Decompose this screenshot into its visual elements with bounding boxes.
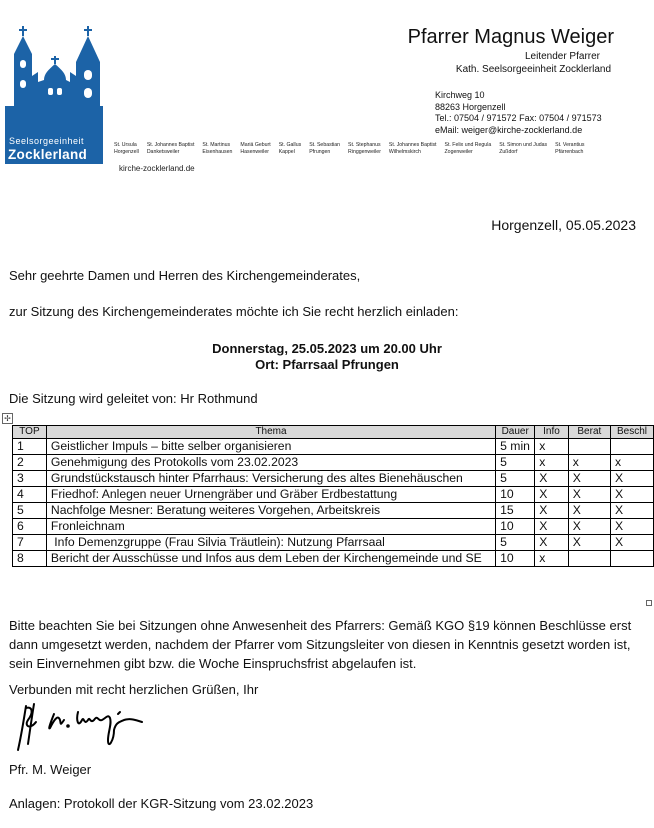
cell-top: 3 xyxy=(13,471,47,487)
cell-thema: Friedhof: Anlegen neuer Urnengräber und Gräber Erdbestattung xyxy=(46,487,495,503)
closing-text: Verbunden mit recht herzlichen Grüßen, Ihr xyxy=(9,682,259,697)
agenda-table xyxy=(12,425,654,567)
table-row xyxy=(13,535,654,551)
website-link[interactable]: kirche-zocklerland.de xyxy=(119,164,195,173)
col-header-berat: Berat xyxy=(568,426,610,439)
col-header-info: Info xyxy=(535,426,568,439)
table-header-row xyxy=(13,426,654,439)
parish-item: St. Sebastian Pfrungen xyxy=(309,142,341,155)
cell-berat: X xyxy=(568,487,610,503)
parish-item: St. Felix und Regula Zogenweiler xyxy=(444,142,492,155)
table-move-handle-icon[interactable]: ✢ xyxy=(2,413,13,424)
cell-thema: Genehmigung des Protokolls vom 23.02.2023 xyxy=(46,455,495,471)
table-row xyxy=(13,439,654,455)
letter-date: Horgenzell, 05.05.2023 xyxy=(491,217,636,233)
cell-berat: X xyxy=(568,535,610,551)
cell-berat: X xyxy=(568,471,610,487)
table-row xyxy=(13,455,654,471)
col-header-dauer: Dauer xyxy=(496,426,535,439)
address-city: 88263 Horgenzell xyxy=(435,102,506,112)
cell-beschl: X xyxy=(610,471,653,487)
pastor-name: Pfarrer Magnus Weiger xyxy=(407,26,614,48)
table-resize-handle[interactable] xyxy=(646,600,652,606)
cell-berat xyxy=(568,551,610,567)
table-row xyxy=(13,471,654,487)
cell-info: x xyxy=(535,439,568,455)
cell-thema: Fronleichnam xyxy=(46,519,495,535)
cell-berat xyxy=(568,439,610,455)
col-header-beschl: Beschl xyxy=(610,426,653,439)
cell-beschl: X xyxy=(610,519,653,535)
cell-beschl: X xyxy=(610,487,653,503)
cell-top: 2 xyxy=(13,455,47,471)
cell-info: x xyxy=(535,455,568,471)
table-row xyxy=(13,519,654,535)
pastor-role: Leitender Pfarrer xyxy=(524,51,600,62)
church-icon xyxy=(8,26,106,108)
cell-thema: Nachfolge Mesner: Beratung weiteres Vorgehen, Arbeitskreis xyxy=(46,503,495,519)
cell-beschl xyxy=(610,439,653,455)
cell-berat: x xyxy=(568,455,610,471)
pastor-unit: Kath. Seelsorgeeinheit Zocklerland xyxy=(455,64,611,75)
cell-beschl xyxy=(610,551,653,567)
parish-item: St. Simon und Judas Zußdorf xyxy=(499,142,548,155)
col-header-top: TOP xyxy=(13,426,47,439)
meeting-datetime: Donnerstag, 25.05.2023 um 20.00 Uhr xyxy=(212,341,442,356)
cell-berat: X xyxy=(568,503,610,519)
table-row xyxy=(13,551,654,567)
cell-dauer: 15 xyxy=(496,503,535,519)
cell-info: X xyxy=(535,487,568,503)
cell-thema: Geistlicher Impuls – bitte selber organisieren xyxy=(46,439,495,455)
cell-dauer: 5 xyxy=(496,535,535,551)
parish-item: Mariä Geburt Hasenweiler xyxy=(240,142,271,155)
kgo-note: Bitte beachten Sie bei Sitzungen ohne Anwesenheit des Pfarrers: Gemäß KGO §19 können Beschlüsse erst dann umgesetzt werden, nachdem der Pfarrer vom Sitzungsleiter von diesen in Kenntnis gesetzt worden ist, sein Einvernehmen gibt bzw. die Woche Einspruchsfrist abgelaufen ist. xyxy=(9,618,632,671)
parish-item: St. Johannes Baptist Wilhelmskirch xyxy=(388,142,437,155)
logo xyxy=(0,0,110,170)
parish-item: St. Johannes Baptist Danketsweiler xyxy=(146,142,195,155)
table-row xyxy=(13,503,654,519)
meeting-location: Ort: Pfarrsaal Pfrungen xyxy=(255,357,399,372)
cell-top: 8 xyxy=(13,551,47,567)
parish-item: St. Verantius Pfärrenbach xyxy=(555,142,585,155)
cell-dauer: 10 xyxy=(496,519,535,535)
cell-dauer: 10 xyxy=(496,487,535,503)
parish-item: St. Martinus Eisenhausen xyxy=(202,142,233,155)
logo-text-line2: Zocklerland xyxy=(8,147,88,162)
cell-thema: Grundstückstausch hinter Pfarrhaus: Versicherung des altes Bienehäuschen xyxy=(46,471,495,487)
address-phone-fax: Tel.: 07504 / 971572 Fax: 07504 / 971573 xyxy=(435,113,602,123)
cell-dauer: 10 xyxy=(496,551,535,567)
cell-top: 4 xyxy=(13,487,47,503)
salutation: Sehr geehrte Damen und Herren des Kirchengemeinderates, xyxy=(9,268,361,283)
cell-beschl: X xyxy=(610,535,653,551)
cell-top: 1 xyxy=(13,439,47,455)
cell-beschl: x xyxy=(610,455,653,471)
signature-name: Pfr. M. Weiger xyxy=(9,762,92,777)
cell-info: X xyxy=(535,535,568,551)
table-row xyxy=(13,487,654,503)
cell-dauer: 5 xyxy=(496,455,535,471)
address-email[interactable]: eMail: weiger@kirche-zocklerland.de xyxy=(435,125,583,135)
col-header-thema: Thema xyxy=(46,426,495,439)
cell-thema: Bericht der Ausschüsse und Infos aus dem Leben der Kirchengemeinde und SE xyxy=(46,551,495,567)
cell-top: 5 xyxy=(13,503,47,519)
cell-info: X xyxy=(535,519,568,535)
address-street: Kirchweg 10 xyxy=(435,90,485,100)
cell-beschl: X xyxy=(610,503,653,519)
parish-list xyxy=(114,142,654,156)
cell-info: X xyxy=(535,471,568,487)
parish-item: St. Gallus Kappel xyxy=(278,142,302,155)
parish-item: St. Stephanus Ringgenweiler xyxy=(348,142,381,155)
attachment-note: Anlagen: Protokoll der KGR-Sitzung vom 23.02.2023 xyxy=(9,796,314,811)
cell-thema: Info Demenzgruppe (Frau Silvia Träutlein): Nutzung Pfarrsaal xyxy=(46,535,495,551)
cell-top: 7 xyxy=(13,535,47,551)
meeting-chair: Die Sitzung wird geleitet von: Hr Rothmund xyxy=(9,391,258,406)
invitation-text: zur Sitzung des Kirchengemeinderates möchte ich Sie recht herzlich einladen: xyxy=(9,304,459,319)
handwritten-signature xyxy=(14,700,148,758)
cell-info: X xyxy=(535,503,568,519)
cell-info: x xyxy=(535,551,568,567)
cell-top: 6 xyxy=(13,519,47,535)
logo-text-line1: Seelsorgeeinheit xyxy=(9,136,85,146)
parish-item: St. Ursula Horgenzell xyxy=(114,142,139,155)
cell-dauer: 5 min xyxy=(496,439,535,455)
cell-berat: X xyxy=(568,519,610,535)
cell-dauer: 5 xyxy=(496,471,535,487)
